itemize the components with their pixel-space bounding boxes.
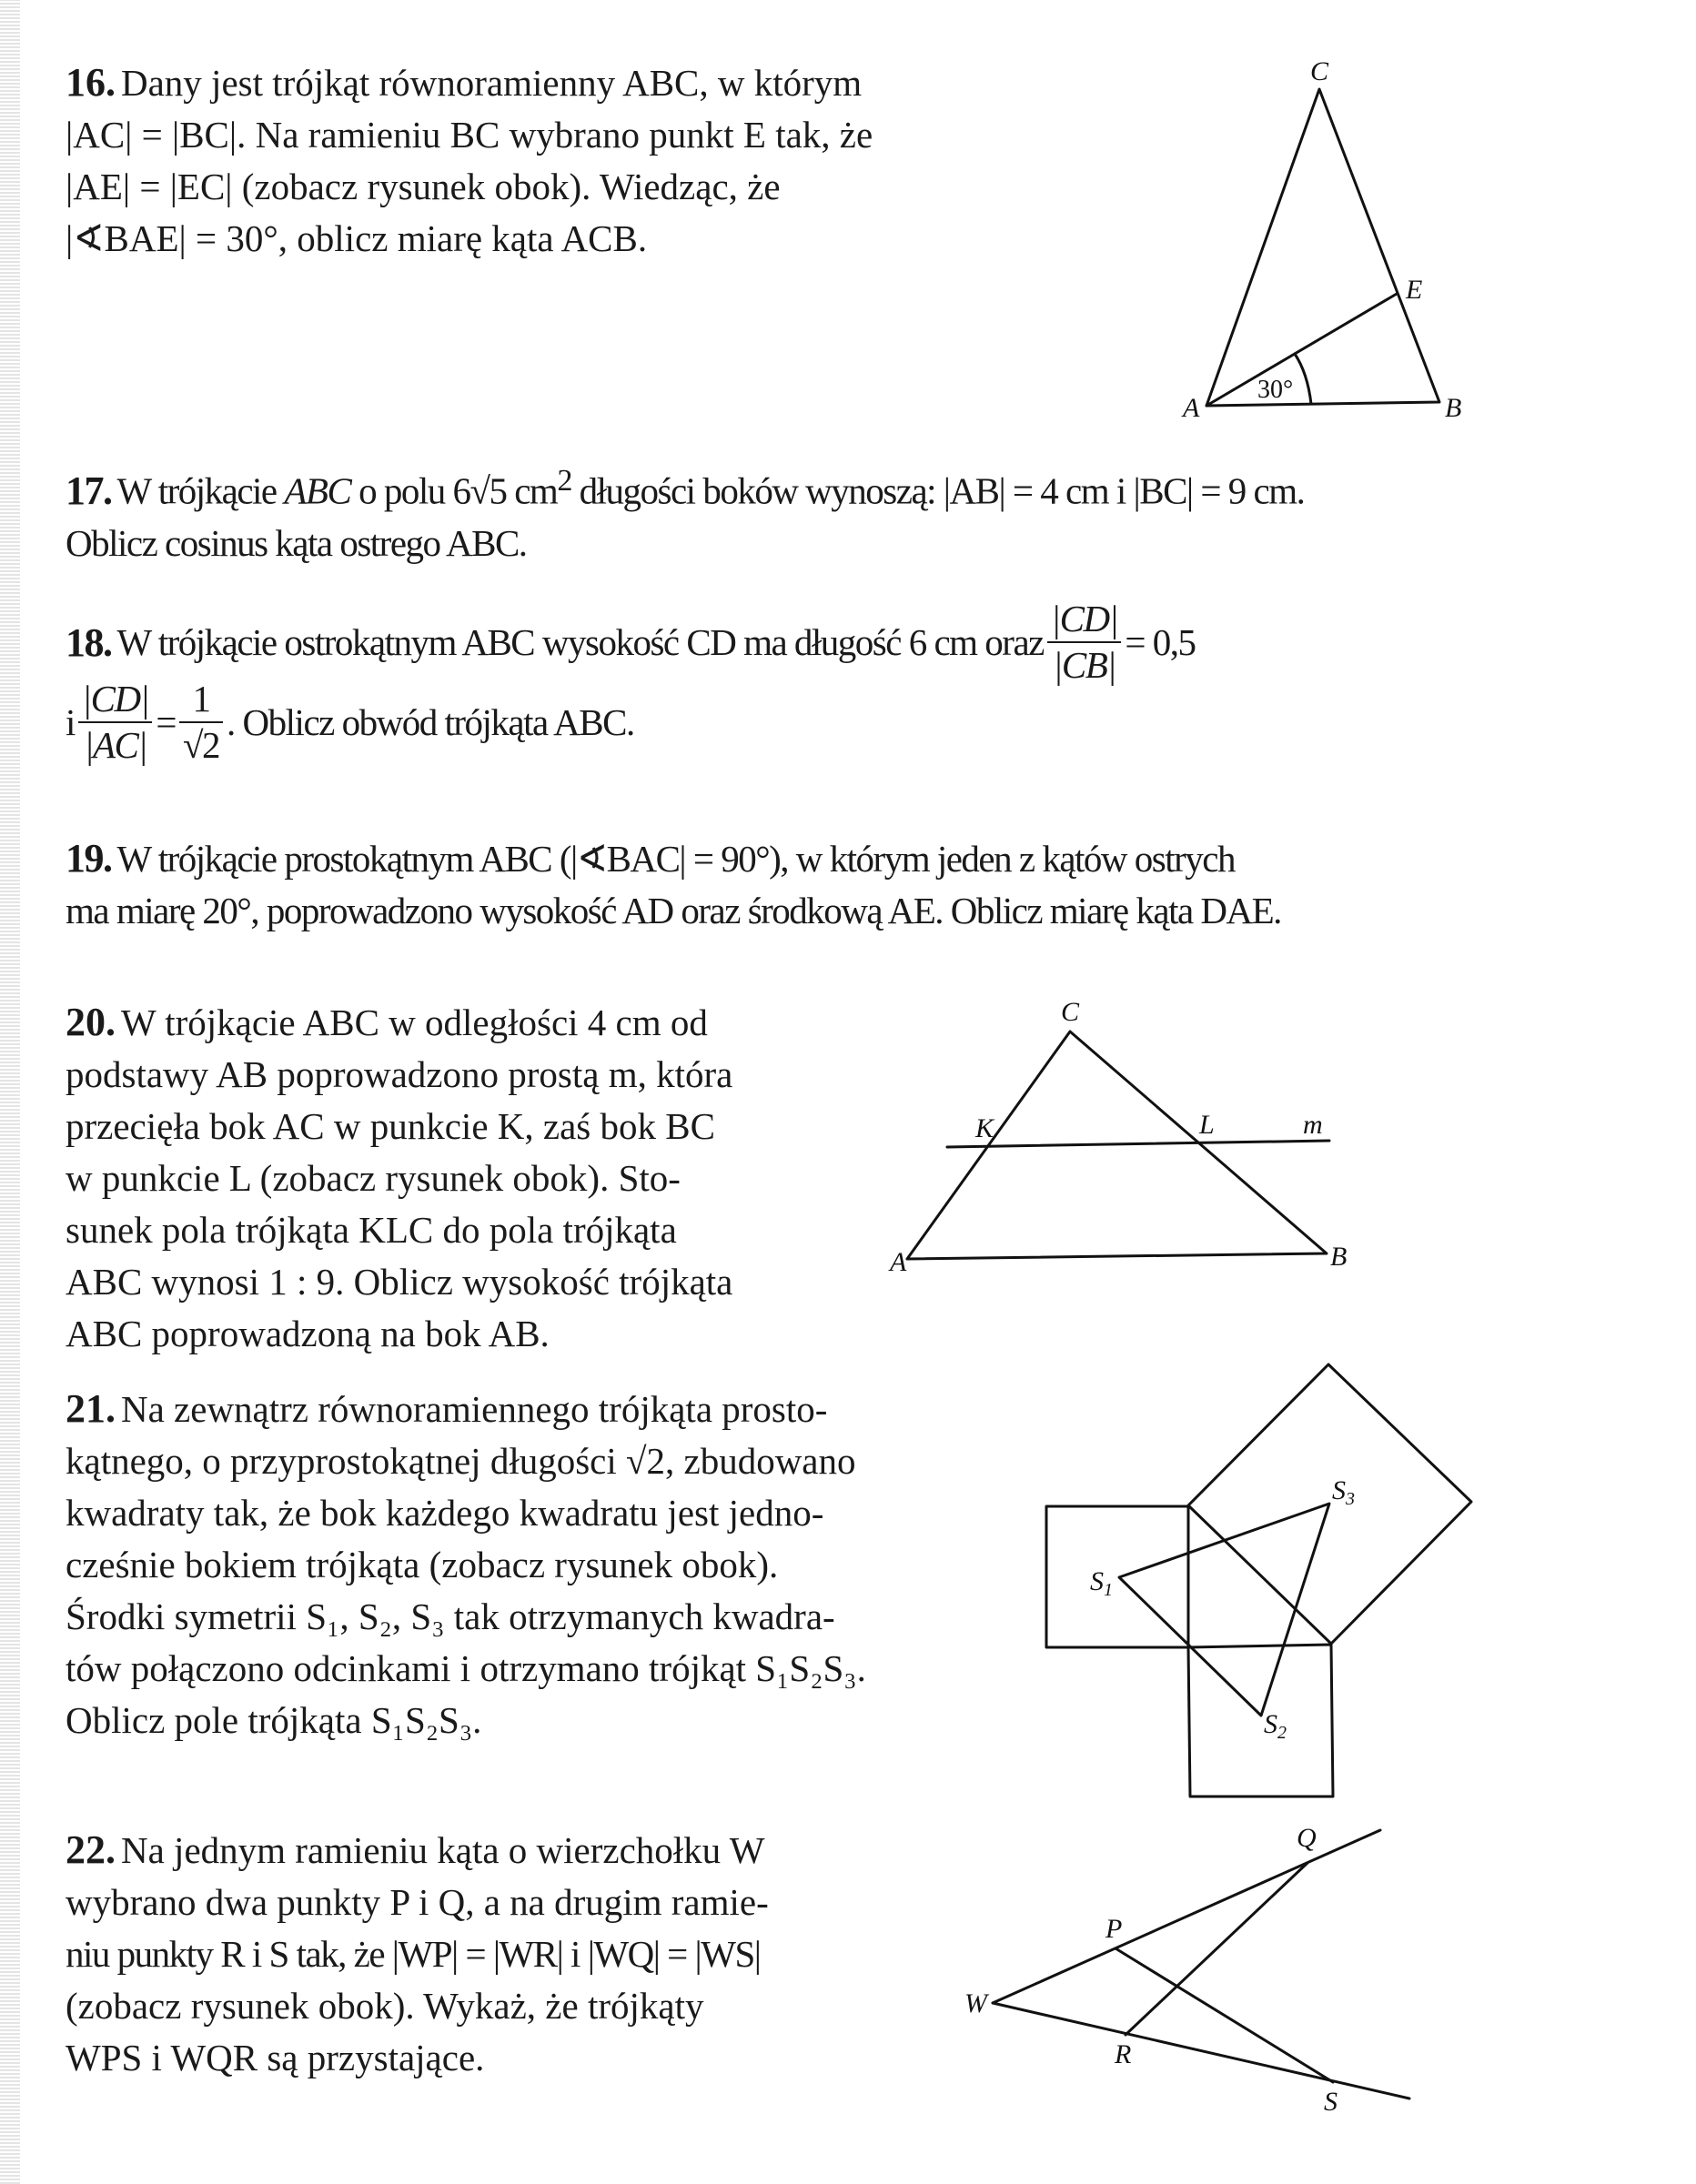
label-angle-30: 30° [1257, 376, 1294, 404]
task-20-line-4: w punkcie L (zobacz rysunek obok). Sto- [66, 1157, 681, 1199]
task-21-line-6: tów połączono odcinkami i otrzymano trójkąt S₁S₂S₃. [66, 1647, 866, 1689]
label-k: K [975, 1113, 994, 1143]
segment-ae [1206, 294, 1397, 406]
label-s: S [1324, 2087, 1338, 2117]
label-s3: $S_3$ [1332, 1475, 1355, 1509]
figure-16 [1181, 56, 1461, 423]
task-22-line-2: wybrano dwa punkty P i Q, a na drugim ramie- [66, 1881, 769, 1923]
task-20-line-1: 20. W trójkącie ABC w odległości 4 cm od [66, 1000, 708, 1044]
label-r: R [1115, 2039, 1132, 2069]
task-18-line-2: i $\frac{|CD|}{|AC|}$ = $\frac{1}{√2}$ . Oblicz obwód trójkąta ABC. [66, 678, 634, 766]
line-m [947, 1141, 1329, 1147]
task-16-line-1: 16. Dany jest trójkąt równoramienny ABC, w którym [66, 60, 863, 105]
label-l: L [1199, 1110, 1215, 1140]
label-p: P [1105, 1914, 1123, 1944]
task-21-line-1: 21. Na zewnątrz równoramiennego trójkąta prosto- [66, 1386, 828, 1431]
task-21-line-5: Środki symetrii S₁, S₂, S₃ tak otrzymanych kwadra- [66, 1595, 835, 1637]
label-m: m [1303, 1110, 1323, 1140]
task-18-line-1: 18. W trójkącie ostrokątnym ABC wysokość CD ma długość 6 cm oraz $\frac{|CD|}{|CB|}$ = 0,5 [66, 598, 1196, 686]
task-19-line-2: ma miarę 20°, poprowadzono wysokość AD oraz środkową AE. Oblicz miarę kąta DAE. [66, 890, 1281, 931]
task-20-line-3: przecięła bok AC w punkcie K, zaś bok BC [66, 1105, 715, 1147]
task-16-line-2: |AC| = |BC|. Na ramieniu BC wybrano punkt E tak, że [66, 114, 873, 156]
angle-arc-bae [1295, 354, 1311, 404]
ray-ws [993, 2003, 1409, 2098]
figure-22 [964, 1823, 1409, 2117]
task-number: 20. [66, 1000, 116, 1044]
label-s1: $S_1$ [1090, 1566, 1113, 1600]
label-c: C [1310, 56, 1329, 86]
label-s2: $S_2$ [1264, 1709, 1287, 1743]
task-20-line-7: ABC poprowadzoną na bok AB. [66, 1313, 550, 1354]
task-20-line-2: podstawy AB poprowadzono prostą m, która [66, 1053, 733, 1095]
label-e: E [1406, 275, 1423, 305]
label-q: Q [1297, 1823, 1317, 1853]
task-17-line-1: 17. W trójkącie ABC o polu 6√5 $cm^2$ długości boków wynoszą: |AB| = 4 cm i |BC| = 9 cm. [66, 464, 1305, 513]
task-22-line-1: 22. Na jednym ramieniu kąta o wierzchołku W [66, 1827, 765, 1872]
task-21-line-4: cześnie bokiem trójkąta (zobacz rysunek obok). [66, 1544, 779, 1585]
figure-20 [888, 997, 1347, 1277]
task-number: 22. [66, 1827, 116, 1872]
task-19-line-1: 19. W trójkącie prostokątnym ABC (|∢BAC| = 90°), w którym jeden z kątów ostrych [66, 836, 1235, 881]
task-20-line-6: ABC wynosi 1 : 9. Oblicz wysokość trójkąta [66, 1261, 733, 1303]
task-17-line-2: Oblicz cosinus kąta ostrego ABC. [66, 521, 527, 564]
task-number: 18. [66, 619, 112, 665]
task-21-line-7: Oblicz pole trójkąta S₁S₂S₃. [66, 1699, 482, 1741]
task-number: 17. [66, 468, 112, 513]
figure-21 [1046, 1364, 1471, 1797]
task-number: 19. [66, 836, 112, 881]
label-c: C [1061, 997, 1080, 1027]
triangle-abc [1206, 89, 1439, 406]
label-a: A [1183, 393, 1200, 423]
label-w: W [964, 1988, 987, 2018]
task-21-line-3: kwadraty tak, że bok każdego kwadratu jest jedno- [66, 1492, 824, 1534]
square-left [1046, 1506, 1188, 1647]
task-number: 21. [66, 1386, 116, 1431]
task-21-line-2: kątnego, o przyprostokątnej długości √2, zbudowano [66, 1440, 856, 1482]
task-number: 16. [66, 60, 116, 105]
task-22-line-5: WPS i WQR są przystające. [66, 2037, 485, 2078]
task-16-line-3: |AE| = |EC| (zobacz rysunek obok). Wiedząc, że [66, 166, 781, 207]
task-22-line-3: niu punkty R i S tak, że |WP| = |WR| i |WQ| = |WS| [66, 1933, 761, 1975]
task-22-line-4: (zobacz rysunek obok). Wykaż, że trójkąty [66, 1985, 704, 2027]
fraction-cd-ac: $\frac{|CD|}{|AC|}$ [78, 680, 153, 764]
fraction-1-sqrt2: $\frac{1}{√2}$ [179, 680, 223, 764]
label-b: B [1445, 393, 1462, 423]
label-b: B [1330, 1242, 1348, 1272]
fraction-cd-cb: $\frac{|CD|}{|CB|}$ [1047, 600, 1122, 684]
task-16-line-4: |∢BAE| = 30°, oblicz miarę kąta ACB. [66, 217, 648, 259]
task-20-line-5: sunek pola trójkąta KLC do pola trójkąta [66, 1209, 677, 1251]
label-a: A [890, 1247, 907, 1277]
